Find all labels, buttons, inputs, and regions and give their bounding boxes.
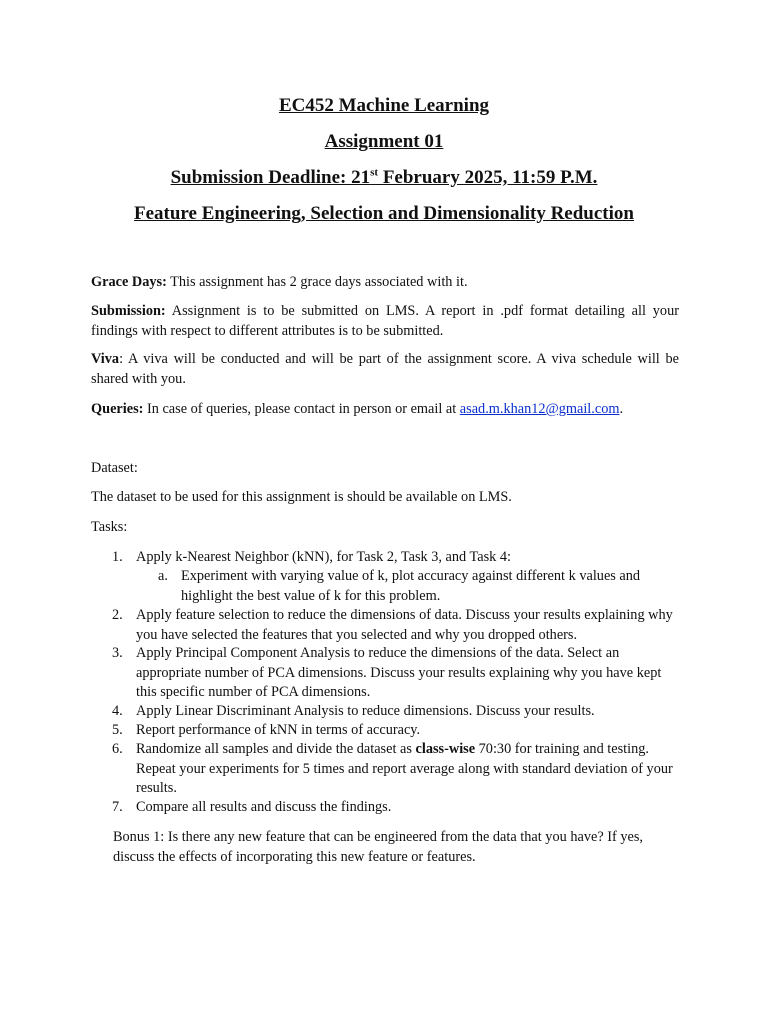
- task-number: 3.: [112, 645, 123, 661]
- subtask-item-a: [158, 567, 678, 606]
- bonus-question: Bonus 1: Is there any new feature that can be engineered from the data that you have? If yes, discuss the effects of incorporating this new feature or features.: [113, 829, 643, 865]
- task-text: Apply feature selection to reduce the dimensions of data. Discuss your results explaining why you have selected the features that you selected and why you dropped others.: [136, 607, 673, 643]
- dataset-label: Dataset:: [91, 460, 138, 476]
- task-text: Apply Principal Component Analysis to reduce the dimensions of the data. Select an appropriate number of PCA dimensions. Discuss your results explaining why you have kept this specific number of PCA dimensions.: [136, 645, 662, 700]
- deadline-superscript: st: [370, 166, 379, 179]
- assignment-topic: [0, 202, 768, 226]
- assignment-title-text: Assignment 01: [324, 131, 444, 152]
- task-item-2: [112, 606, 682, 645]
- task-text: [136, 740, 682, 799]
- task-item-4: [112, 702, 682, 722]
- submission-deadline: [0, 166, 768, 190]
- task-number: 7.: [112, 799, 123, 815]
- task-text-part: 70:30 for training and testing. Repeat your experiments for 5 times and report average along with standard deviation of your results.: [136, 741, 673, 796]
- grace-days-label: Grace Days:: [91, 274, 167, 290]
- task-number: 6.: [112, 741, 123, 757]
- task-number: 1.: [112, 549, 123, 565]
- deadline-suffix: February 2025, 11:59 P.M.: [378, 167, 598, 188]
- task-text-bold: class-wise: [415, 741, 476, 757]
- tasks-label: Tasks:: [91, 519, 128, 535]
- queries-label: Queries:: [91, 401, 144, 417]
- task-item-7: [112, 798, 682, 818]
- deadline-prefix: Submission Deadline: 21: [170, 167, 371, 188]
- task-text-part: Randomize all samples and divide the dataset as: [136, 741, 416, 757]
- task-text: Report performance of kNN in terms of accuracy.: [136, 722, 421, 738]
- grace-days-text: This assignment has 2 grace days associated with it.: [166, 274, 468, 290]
- queries-paragraph: [91, 400, 679, 420]
- subtask-text: Experiment with varying value of k, plot accuracy against different k values and highlight the best value of k for this problem.: [181, 568, 641, 604]
- assignment-title: [0, 130, 768, 154]
- submission-label: Submission:: [91, 303, 166, 319]
- subtask-letter: a.: [158, 568, 168, 584]
- course-title: [0, 94, 768, 118]
- grace-days-paragraph: [91, 273, 679, 293]
- queries-text: In case of queries, please contact in person or email at: [143, 401, 460, 417]
- task-number: 2.: [112, 607, 123, 623]
- task-text: Compare all results and discuss the findings.: [136, 799, 392, 815]
- task-item-6: [112, 740, 682, 799]
- task-text: Apply k-Nearest Neighbor (kNN), for Task 2, Task 3, and Task 4:: [136, 549, 511, 565]
- assignment-topic-text: Feature Engineering, Selection and Dimensionality Reduction: [134, 203, 634, 224]
- dataset-description: The dataset to be used for this assignment is should be available on LMS.: [91, 489, 512, 505]
- task-item-1: [112, 548, 682, 568]
- task-number: 5.: [112, 722, 123, 738]
- submission-paragraph: [91, 302, 679, 341]
- email-link[interactable]: asad.m.khan12@gmail.com: [459, 401, 620, 417]
- submission-text: Assignment is to be submitted on LMS. A report in .pdf format detailing all your findings with respect to different attributes is to be submitted.: [91, 303, 679, 339]
- task-text: Apply Linear Discriminant Analysis to reduce dimensions. Discuss your results.: [136, 703, 595, 719]
- viva-paragraph: [91, 350, 679, 389]
- task-number: 4.: [112, 703, 123, 719]
- viva-text: : A viva will be conducted and will be part of the assignment score. A viva schedule will be shared with you.: [91, 351, 679, 387]
- viva-label: Viva: [91, 351, 120, 367]
- queries-end: .: [619, 401, 624, 417]
- task-item-5: [112, 721, 682, 741]
- course-title-text: EC452 Machine Learning: [278, 95, 490, 116]
- task-item-3: [112, 644, 682, 703]
